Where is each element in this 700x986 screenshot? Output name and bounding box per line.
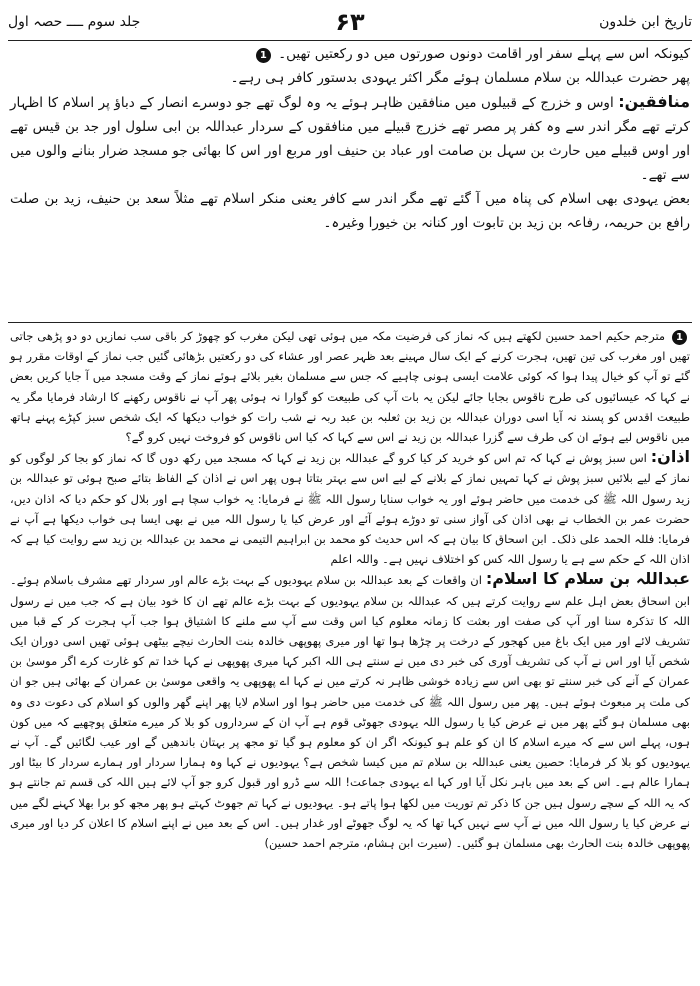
header-rule (8, 40, 692, 41)
paragraph-munafiqeen (10, 90, 690, 187)
paragraph-4: بعض یہودی بھی اسلام کی پناہ میں آ گئے تھے مگر اندر سے کافر یعنی منکر اسلام تھے مثلاً سعد بن حنیف، زید بن صلت رافع بن حریمہ، رفاعہ بن زید بن تابوت اور کنانہ بن خیورا وغیرہ۔ (10, 191, 690, 231)
source-citation: (سیرت ابن ہشام، مترجم احمد حسین) (264, 836, 452, 851)
footnote-paragraph-1 (10, 326, 690, 447)
book-title: تاریخ ابن خلدون (599, 14, 692, 30)
salam-heading: عبداللہ بن سلام کا اسلام: (485, 569, 691, 589)
page-number: ۶۳ (335, 8, 365, 36)
munafiqeen-text: اوس و خزرج کے قبیلوں میں منافقین ظاہر ہوئے یہ وہ لوگ تھے جو دوسرے انصار کے دباؤ پر اسلام کا اظہار کرتے تھے مگر اندر سے وہ کفر پر مصر تھے خزرج قبیلے میں منافقوں کے سردار عبداللہ بن ابی سلول اور جد بن قیس تھے اور اوس قبیلے میں حارث بن سہل بن صامت اور عباد بن حنیف اور مربع اور اس کا بھائی جو مسجد ضرار بنانے والوں میں سے تھے۔ (10, 95, 690, 183)
footnote-section (10, 326, 690, 853)
footnote-text: مترجم حکیم احمد حسین لکھتے ہیں کہ نماز کی فرضیت مکہ میں ہوئی تھی لیکن مغرب کو چھوڑ کر باقی سب نمازیں دو دو پڑھی جاتی تھیں اور مغرب کی تین تھیں، ہجرت کرنے کے ایک سال مہینے بعد ظہر عصر اور عشاء کی دو رکعتیں بڑھائی گئیں جب نماز کے اوقات مقرر ہو گئے تو آپ کو خیال پیدا ہوا کہ کوئی علامت ایسی ہونی چاہیے کہ جس سے مسلمان بغیر بلائے ہوئے نماز کے وقت مسجد میں آ جایا کریں بعض نے کہا کہ عیسائیوں کی طرح ناقوس بجایا جائے لیکن یہ بات آپ کی طبیعت کو گوارا نہ ہوئی پھر آپ نے ناقوس رکھنے کا ارشاد فرمایا مگر یہ طبیعت اقدس کو پسند نہ آیا اسی دوران عبداللہ بن زید بن ثعلبہ بن عبد ربہ نے شب رات کو خواب دیکھا کہ ایک شخص سبز کپڑے پہنے ہاتھ میں ناقوس لیے ہوئے ان کی طرف سے گزرا عبداللہ بن زید نے اس سے کہا کہ کیا اس ناقوس کو فروخت نہیں کرو گے؟ (10, 329, 690, 445)
footnote-rule (8, 322, 692, 323)
azan-text: اس سبز پوش نے کہا کہ تم اس کو خرید کر کیا کرو گے عبداللہ بن زید نے کہا کہ مسجد میں رکھ دوں گا کہ نماز کو بجا کر لوگوں کو نماز کے لیے بلائیں سبز پوش نے کہا تمہیں نماز کے بلانے کے لیے اس سے بہتر بتاتا ہوں پھر اس نے اذان کے الفاظ بتائے صبح ہوئی تو عبداللہ بن زید رسول اللہ ﷺ کی خدمت میں حاضر ہوئے اور یہ خواب سنایا رسول اللہ ﷺ نے فرمایا: یہ خواب سچا ہے اور بلال کو حکم دیا کہ اذان دیں، حضرت عمر بن الخطاب نے بھی اذان کی آواز سنی تو دوڑے ہوئے آئے اور عرض کیا یا رسول اللہ میں نے بھی ایسا ہی خواب دیکھا ہے آپ نے فرمایا: فللہ الحمد علی ذلک۔ ابن اسحاق کا بیان ہے کہ اس حدیث کو محمد بن ابراہیم التیمی نے محمد بن عبداللہ بن زید سے روایت کیا ہے کہ اذان اللہ کے حکم سے ہے یا رسول اللہ کس کو اختلاف نہیں ہے۔ واللہ اعلم (10, 451, 690, 567)
page-header (8, 4, 692, 40)
footnote-number: 1 (672, 330, 687, 345)
paragraph-2: پھر حضرت عبداللہ بن سلام مسلمان ہوئے مگر اکثر یہودی بدستور کافر ہی رہے۔ (230, 70, 690, 86)
volume-part-label: جلد سوم ــــ حصہ اول (8, 14, 141, 30)
azan-paragraph (10, 447, 690, 569)
salam-text: ان واقعات کے بعد عبداللہ بن سلام یہودیوں کے بہت بڑے عالم اور سردار تھے مشرف باسلام ہوئے۔ ابن اسحاق بعض اہل علم سے روایت کرتے ہیں کہ عبداللہ بن سلام یہودیوں کے بہت بڑے عالم تھے ان کا خود بیان ہے کہ جب میں نے رسول اللہ کا تذکرہ سنا اور آپ کی صفت اور بعثت کا زمانہ معلوم کیا اس وقت سے آپ سے ملنے کا اشتیاق ہوا جب آپ ہجرت کر کے قبا میں تشریف لائے اور میں ایک باغ میں کھجور کے درخت پر چڑھا ہوا تھا اور میری پھوپھی خالدہ بنت الحارث نیچے بیٹھی ہوئی تھیں اسی دوران ایک شخص آیا اور اس نے آپ کی تشریف آوری کی خبر دی میں نے سنتے ہی اللہ اکبر کہا میری پھوپھی نے کہا خدا تم کو غارت کرے اگر موسیٰ بن عمران کے آنے کی خبر سنتے تو بھی اس سے زیادہ خوشی ظاہر نہ کرتے میں نے کہا اے پھوپھی یہ واقعی موسیٰ بن عمران کے بھائی ہیں جو ان کی ملت پر مبعوث ہوئے ہیں۔ پھر میں رسول اللہ ﷺ کی خدمت میں حاضر ہوا اور اسلام لایا پھر اپنے گھر والوں کو اسلام کی دعوت دی وہ بھی مسلمان ہو گئے پھر میں نے عرض کیا یا رسول اللہ یہودی جھوٹی قوم ہے آپ ان کے سرداروں کو بلا کر میرے متعلق پوچھیے کہ میں کون ہوں، پہلے اس سے کہ میرے اسلام کا ان کو علم ہو کیونکہ اگر ان کو معلوم ہو گیا تو مجھ پر بہتان باندھیں گے اور عیب لگائیں گے۔ آپ نے یہودیوں کو بلا کر فرمایا: حصین یعنی عبداللہ بن سلام تم میں کیسا شخص ہے؟ یہودیوں نے کہا وہ ہمارا سردار اور ہمارے سردار کا بیٹا اور ہمارا عالم ہے۔ اس کے بعد میں باہر نکل آیا اور کہا اے یہودی جماعت! اللہ سے ڈرو اور قبول کرو جو آپ لائے ہیں اللہ کی قسم تم جانتے ہو کہ یہ اللہ کے سچے رسول ہیں جن کا ذکر تم توریت میں لکھا ہوا پاتے ہو۔ یہودیوں نے کہا تم جھوٹ کہتے ہو پھر مجھ کو برا بھلا کہنے لگے میں نے عرض کیا یا رسول اللہ میں نے آپ سے نہیں کہا تھا کہ یہ لوگ جھوٹے اور غدار ہیں۔ اس کے بعد میں نے اپنے اسلام کا اعلان کر دیا اور میری پھوپھی خالدہ بنت الحارث بھی مسلمان ہو گئیں۔ (10, 573, 690, 851)
munafiqeen-heading: منافقین: (618, 92, 691, 111)
paragraph-1-text: کیونکہ اس سے پہلے سفر اور اقامت دونوں صورتوں میں دو رکعتیں تھیں۔ (278, 46, 690, 62)
footnote-marker: 1 (256, 48, 271, 63)
main-text (10, 42, 690, 235)
salam-paragraph (10, 569, 690, 853)
azan-heading: اذان: (650, 447, 690, 467)
paragraph-1 (10, 42, 690, 66)
